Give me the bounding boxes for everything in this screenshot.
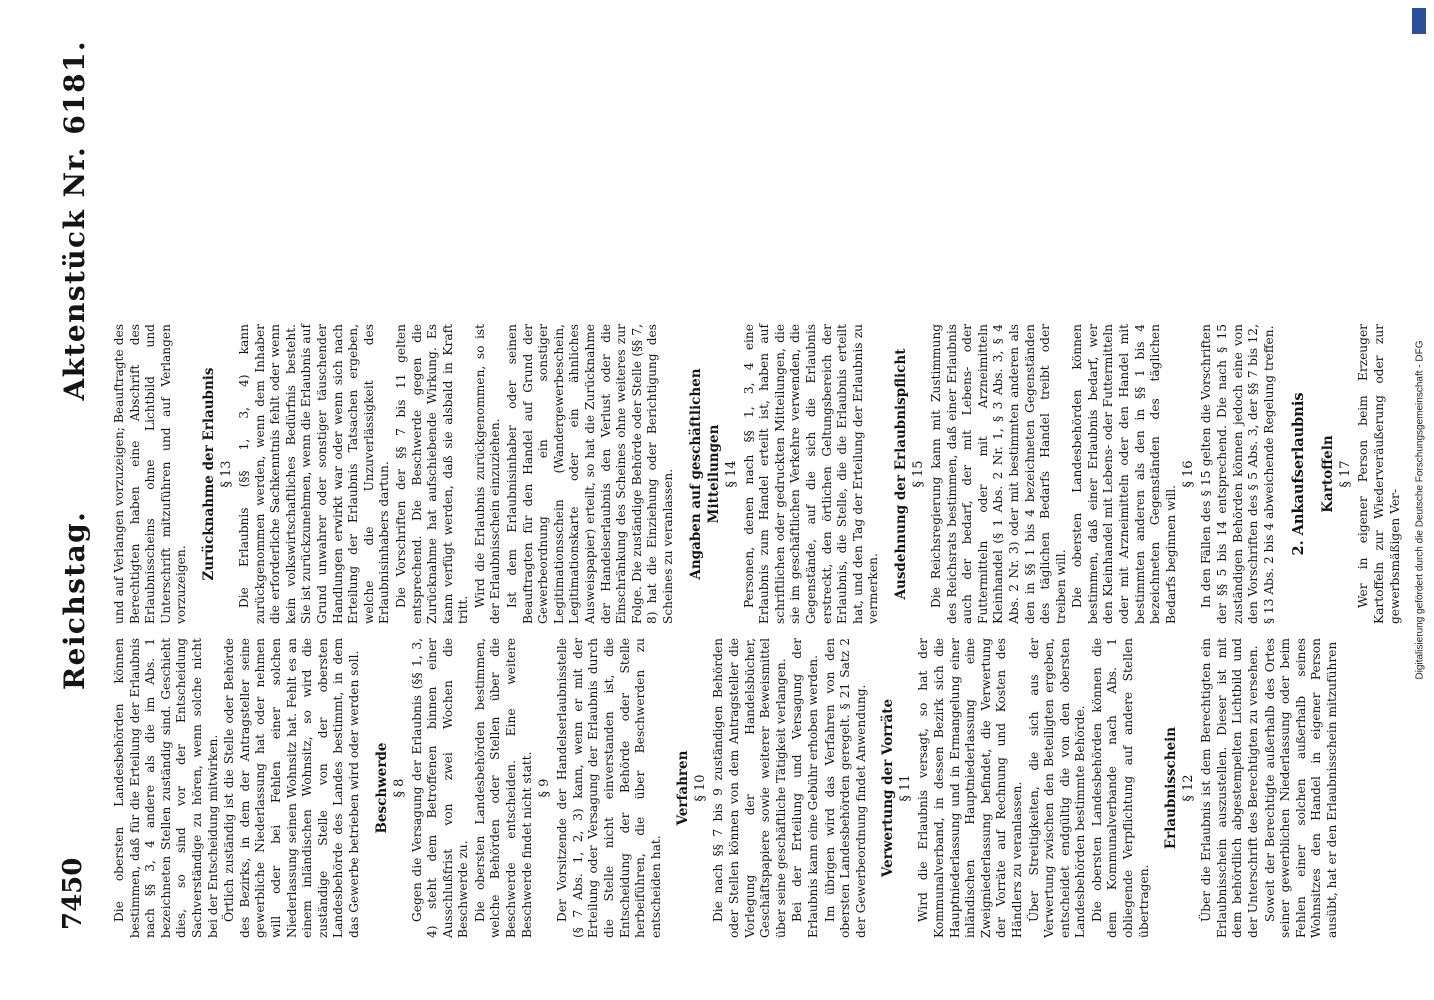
body-paragraph: In den Fällen des § 15 gelten die Vorschriften der §§ 5 bis 14 entsprechend. Die nach § 15 zuständigen Behörden können jedoch eine von den Vorschriften des § 5 Abs. 3, der §§ 7 bis 12, § 13 Abs. 2 bis 4 abweichende Regelung treffen. (1199, 324, 1276, 624)
section-heading: Ausdehnung der Erlaubnispflicht (892, 348, 909, 600)
document-number: Aktenstück Nr. 6181. (58, 40, 91, 401)
body-paragraph: Über die Erlaubnis ist dem Berechtigten ein Erlaubnisschein auszustellen. Dieser ist mit dem behördlich abgestempelten Lichtbild und der Unterschrift des Berechtigten zu versehen. (1199, 638, 1261, 938)
body-paragraph: Ist dem Erlaubnisinhaber oder seinen Beauftragten für den Handel auf Grund der Gewerbeordnung ein sonstiger Legitimationsschein (Wandergewerbeschein, Legitimationskarte oder ein ähnliches Ausweispapier) erteilt, so hat die Zurücknahme der Handelserlaubnis den Verlust oder die Einschränkung des Scheines ohne weiteres zur Folge. Die zuständige Behörde oder Stelle (§§ 7, 8) hat die Einziehung oder Berichtigung des Scheines zu veranlassen. (505, 324, 675, 624)
body-paragraph: Wird die Erlaubnis zurückgenommen, so ist der Erlaubnisschein einzuziehen. (472, 324, 503, 624)
paragraph-number: § 13 (218, 460, 234, 488)
section-heading: Zurücknahme der Erlaubnis (200, 367, 217, 581)
paragraph-number: § 8 (391, 778, 407, 798)
body-paragraph: Die Vorschriften der §§ 7 bis 11 gelten entsprechend. Die Beschwerde gegen die Zurücknahme hat aufschiebende Wirkung. Es kann verfügt werden, daß sie alsbald in Kraft tritt. (393, 324, 471, 624)
running-title: Reichstag. (58, 510, 91, 690)
body-paragraph: Die obersten Landesbehörden können die dem Kommunalverbande nach Abs. 1 obliegende Verpflichtung auf andere Stellen übertragen. (1089, 638, 1151, 938)
paragraph-number: § 14 (723, 460, 739, 488)
body-paragraph: Wer in eigener Person beim Erzeuger Kartoffeln zur Wiederveräußerung oder zur gewerbsmäßigen Ver- (1356, 324, 1402, 624)
body-paragraph: Die obersten Landesbehörden können bestimmen, daß einer Erlaubnis bedarf, wer den Kleinhandel mit Lebens- oder Futtermitteln oder mit Arzneimitteln oder den Handel mit bestimmten anderen als den in §§ 1 bis 4 bezeichneten Gegenständen des täglichen Bedarfs beginnen will. (1070, 324, 1178, 624)
paragraph-number: § 10 (693, 774, 709, 802)
body-paragraph: Gegen die Versagung der Erlaubnis (§§ 1, 3, 4) steht dem Betroffenen binnen einer Ausschlußfrist von zwei Wochen die Beschwerde zu. (409, 638, 471, 938)
body-paragraph: Die obersten Landesbehörden bestimmen, welche Behörden oder Stellen über die Beschwerde entscheiden. Eine weitere Beschwerde findet nicht statt. (472, 638, 534, 938)
section-heading: Beschwerde (373, 742, 390, 834)
body-paragraph: Im übrigen wird das Verfahren von den obersten Landesbehörden geregelt. § 21 Satz 2 der Gewerbeordnung findet Anwendung. (822, 638, 868, 938)
section-heading: Verwertung der Vorräte (880, 698, 897, 878)
body-paragraph: Der Vorsitzende der Handelserlaubnisstelle (§ 7 Abs. 1, 2, 3) kann, wenn er mit der Erteilung oder Versagung der Erlaubnis durch die Stelle nicht einverstanden ist, die Entscheidung der Behörde oder Stelle herbeiführen, die über Beschwerden zu entscheiden hat. (555, 638, 663, 938)
section-heading: Erlaubnisschein (1163, 726, 1180, 850)
section-heading: Angaben auf geschäftlichen Mitteilungen (687, 368, 722, 580)
text-column-1 (112, 638, 1352, 938)
body-paragraph: Die Reichsregierung kann mit Zustimmung des Reichsrats bestimmen, daß einer Erlaubnis auch der bedarf, der mit Lebens- oder Futtermitteln oder mit Arzneimitteln Kleinhandel (§ 1 Abs. 2 Nr. 1, § 3 Abs. 3, § 4 Abs. 2 Nr. 3) oder mit bestimmten anderen als den in §§ 1 bis 4 bezeichneten Gegenständen des täglichen Bedarfs Handel treibt oder treiben will. (928, 324, 1068, 624)
paragraph-number: § 12 (1181, 774, 1197, 802)
page-number: 7450 (58, 857, 88, 930)
paragraph-number: § 16 (1181, 460, 1197, 488)
body-paragraph: Örtlich zuständig ist die Stelle oder Behörde des Bezirks, in dem der Antragsteller seine gewerbliche Niederlassung hat oder nehmen will oder bei Fehlen einer solchen Niederlassung seinen Wohnsitz hat. Fehlt es an einem inländischen Wohnsitz, so wird die zuständige Stelle von der obersten Landesbehörde des Landes bestimmt, in dem das Gewerbe betrieben wird oder werden soll. (222, 638, 361, 938)
page-header (58, 40, 98, 930)
paragraph-number: § 9 (537, 778, 553, 798)
dfg-logo (1412, 8, 1426, 34)
paragraph-number: § 17 (1338, 460, 1354, 488)
paragraph-number: § 11 (898, 774, 914, 802)
digitization-note-text: Digitalisierung gefördert durch die Deutsche Forschungsgemeinschaft - DFG (1414, 340, 1426, 680)
digitization-note (1414, 40, 1426, 980)
body-paragraph: Die obersten Landesbehörden können bestimmen, daß für die Erteilung der Erlaubnis nach §§ 3, 4 andere als die im Abs. 1 bezeichneten Stellen zuständig sind. Geschieht dies, so sind vor der Entscheidung Sachverständige zu hören, wenn solche nicht bei der Entscheidung mitwirken. (112, 638, 220, 938)
section-heading: Verfahren (675, 750, 692, 826)
paragraph-number: § 15 (910, 460, 926, 488)
body-paragraph: Über Streitigkeiten, die sich aus der Verwertung zwischen den Beteiligten ergeben, entscheidet endgültig die von den obersten Landesbehörden bestimmte Behörde. (1026, 638, 1088, 938)
body-paragraph: Die Erlaubnis (§§ 1, 3, 4) kann zurückgenommen werden, wenn dem Inhaber die erforderliche Sachkenntnis fehlt oder wenn kein volkswirtschaftliches Bedürfnis besteht. Sie ist zurückzunehmen, wenn die Erlaubnis auf Grund unwahrer oder sonstiger täuschender Handlungen erwirkt war oder wenn sich nach Erteilung der Erlaubnis Tatsachen ergeben, welche die Unzuverlässigkeit des Erlaubnisinhabers dartun. (236, 324, 392, 624)
body-paragraph: Soweit der Berechtigte außerhalb des Ortes seiner gewerblichen Niederlassung oder beim Fehlen einer solchen außerhalb seines Wohnsitzes den Handel in eigener Person ausübt, hat er den Erlaubnisschein mitzuführen (1262, 638, 1339, 938)
text-column-2 (112, 324, 1402, 624)
body-paragraph: Personen, denen nach §§ 1, 3, 4 eine Erlaubnis zum Handel erteilt ist, haben auf schriftlichen oder gedruckten Mitteilungen, die sie im geschäftlichen Verkehre verwenden, die Gegenstände, auf die sich die Erlaubnis erstreckt, den örtlichen Geltungsbereich der Erlaubnis, die Stelle, die die Erlaubnis erteilt hat, und den Tag der Erteilung der Erlaubnis zu vermerken. (741, 324, 881, 624)
body-paragraph: Wird die Erlaubnis versagt, so hat der Kommunalverband, in dessen Bezirk sich die Hauptniederlassung und in Ermangelung einer inländischen Hauptniederlassung eine Zweigniederlassung befindet, die Verwertung der Vorräte auf Rechnung und Kosten des Händlers zu veranlassen. (916, 638, 1024, 938)
body-paragraph: Die nach §§ 7 bis 9 zuständigen Behörden oder Stellen können von dem Antragsteller die Vorlegung der Handelsbücher, Geschäftspapiere sowie weiterer Beweismittel über seine geschäftliche Tätigkeit verlangen. (711, 638, 788, 938)
section-subheading: 2. Ankaufserlaubnis (1290, 392, 1308, 556)
body-paragraph: Bei der Erteilung und Versagung der Erlaubnis kann eine Gebühr erhoben werden. (790, 638, 820, 938)
body-paragraph: und auf Verlangen vorzuzeigen; Beauftragte des Berechtigten haben eine Abschrift des Erlaubnisscheins ohne Lichtbild und Unterschrift mitzuführen und auf Verlangen vorzuzeigen. (112, 324, 189, 624)
section-heading: Kartoffeln (1320, 435, 1337, 513)
